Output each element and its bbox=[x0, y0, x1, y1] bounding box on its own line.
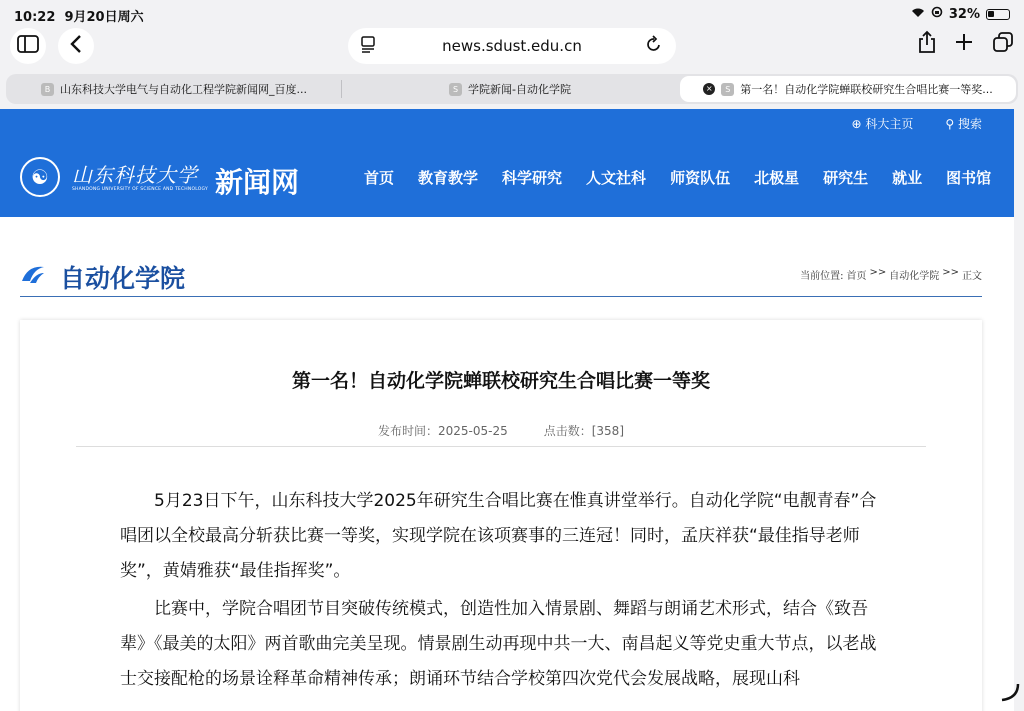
site-header bbox=[0, 109, 1014, 217]
tab-current-article[interactable] bbox=[680, 76, 1016, 102]
article-body bbox=[120, 484, 884, 700]
breadcrumb-prefix: 当前位置: bbox=[800, 271, 844, 282]
article-title: 第一名！自动化学院蝉联校研究生合唱比赛一等奖 bbox=[291, 370, 710, 392]
url-text: news.sdust.edu.cn bbox=[442, 37, 582, 55]
section-title: 自动化学院 bbox=[60, 264, 186, 293]
tab-label: 学院新闻-自动化学院 bbox=[468, 83, 571, 96]
share-icon[interactable] bbox=[918, 30, 936, 60]
main-nav bbox=[364, 167, 991, 188]
reload-icon[interactable] bbox=[646, 35, 662, 58]
tab-favicon: B bbox=[41, 83, 54, 96]
new-tab-icon[interactable] bbox=[954, 32, 974, 58]
breadcrumb-sep: >> bbox=[869, 267, 887, 278]
click-count: 点击数：[358] bbox=[543, 424, 625, 438]
nav-graduate[interactable]: 研究生 bbox=[823, 169, 869, 187]
article-paragraph: 比赛中，学院合唱团节目突破传统模式，创造性加入情景剧、舞蹈与朗诵艺术形式，结合《致吾辈》《最美的太阳》两首歌曲完美呈现。情景剧生动再现中共一大、南昌起义等党史重大节点，以老战士交接配枪的场景诠释革命精神传承；朗诵环节结合学校第四次党代会发展战略，展现山科 bbox=[120, 599, 877, 689]
globe-icon: ⊕ bbox=[851, 117, 862, 131]
nav-library[interactable]: 图书馆 bbox=[946, 169, 992, 187]
search-icon: ⚲ bbox=[945, 117, 955, 131]
logo-news-title[interactable]: 新闻网 bbox=[215, 166, 300, 199]
nav-employment[interactable]: 就业 bbox=[892, 169, 923, 187]
tab-label: 第一名！自动化学院蝉联校研究生合唱比赛一等奖... bbox=[740, 83, 993, 96]
page-scrollbar[interactable] bbox=[1014, 109, 1024, 711]
article-card bbox=[20, 320, 982, 711]
article-paragraph: 5月23日下午，山东科技大学2025年研究生合唱比赛在惟真讲堂举行。自动化学院“电靓青春”合唱团以全校最高分斩获比赛一等奖，实现学院在该项赛事的三连冠！同时，孟庆祥获“最佳指导老师奖”，黄婧雅获“最佳指挥奖”。 bbox=[120, 491, 877, 581]
logo-script[interactable]: 山东科技大学 bbox=[72, 163, 198, 187]
nav-research[interactable]: 科学研究 bbox=[502, 169, 563, 187]
sidebar-icon bbox=[17, 35, 39, 58]
status-right bbox=[911, 6, 1010, 22]
rotation-lock-icon bbox=[931, 6, 943, 22]
article-meta bbox=[20, 422, 982, 439]
address-bar[interactable] bbox=[348, 28, 676, 64]
breadcrumb bbox=[800, 267, 982, 282]
chevron-left-icon bbox=[70, 34, 82, 59]
tab-overview-icon[interactable] bbox=[992, 31, 1014, 59]
battery-percent: 32% bbox=[948, 6, 980, 22]
nav-humanities[interactable]: 人文社科 bbox=[586, 169, 647, 187]
back-button[interactable] bbox=[58, 28, 94, 64]
nav-polaris[interactable]: 北极星 bbox=[754, 169, 800, 187]
nav-home[interactable]: 首页 bbox=[364, 169, 395, 187]
search-link[interactable]: ⚲ 搜索 bbox=[945, 117, 982, 131]
browser-actions bbox=[918, 30, 1014, 60]
meta-divider bbox=[76, 446, 926, 447]
status-time: 10:22 9月20日周六 bbox=[14, 10, 144, 25]
breadcrumb-sep: >> bbox=[942, 267, 959, 278]
top-links bbox=[851, 115, 982, 132]
tab-baidu[interactable] bbox=[6, 74, 342, 104]
tab-favicon: S bbox=[449, 83, 462, 96]
breadcrumb-current: 正文 bbox=[962, 271, 982, 282]
breadcrumb-college[interactable]: 自动化学院 bbox=[889, 271, 940, 282]
status-bar bbox=[0, 0, 1024, 28]
tab-college-news[interactable] bbox=[342, 74, 678, 104]
nav-education[interactable]: 教育教学 bbox=[418, 169, 479, 187]
wifi-icon bbox=[911, 7, 925, 22]
tab-bar bbox=[6, 74, 1018, 104]
nav-faculty[interactable]: 师资队伍 bbox=[670, 169, 731, 187]
publish-time: 发布时间：2025-05-25 bbox=[377, 424, 508, 438]
breadcrumb-home[interactable]: 首页 bbox=[846, 271, 867, 282]
sidebar-toggle-button[interactable] bbox=[10, 28, 46, 64]
logo-english: SHANDONG UNIVERSITY OF SCIENCE AND TECHNOLOGY bbox=[72, 187, 208, 192]
section-divider bbox=[20, 296, 982, 297]
tab-label: 山东科技大学电气与自动化工程学院新闻网_百度... bbox=[60, 83, 307, 96]
university-emblem-icon[interactable]: ☯ bbox=[20, 157, 60, 197]
college-logo-icon bbox=[20, 263, 46, 291]
battery-icon bbox=[986, 9, 1010, 20]
tab-favicon: S bbox=[721, 83, 734, 96]
sdust-home-link[interactable]: ⊕ 科大主页 bbox=[851, 117, 914, 131]
section-heading bbox=[20, 259, 185, 295]
close-tab-icon[interactable]: × bbox=[703, 83, 715, 95]
browser-toolbar bbox=[0, 28, 1024, 70]
corner-resize-handle[interactable] bbox=[1000, 682, 1020, 708]
web-page bbox=[0, 109, 1014, 711]
